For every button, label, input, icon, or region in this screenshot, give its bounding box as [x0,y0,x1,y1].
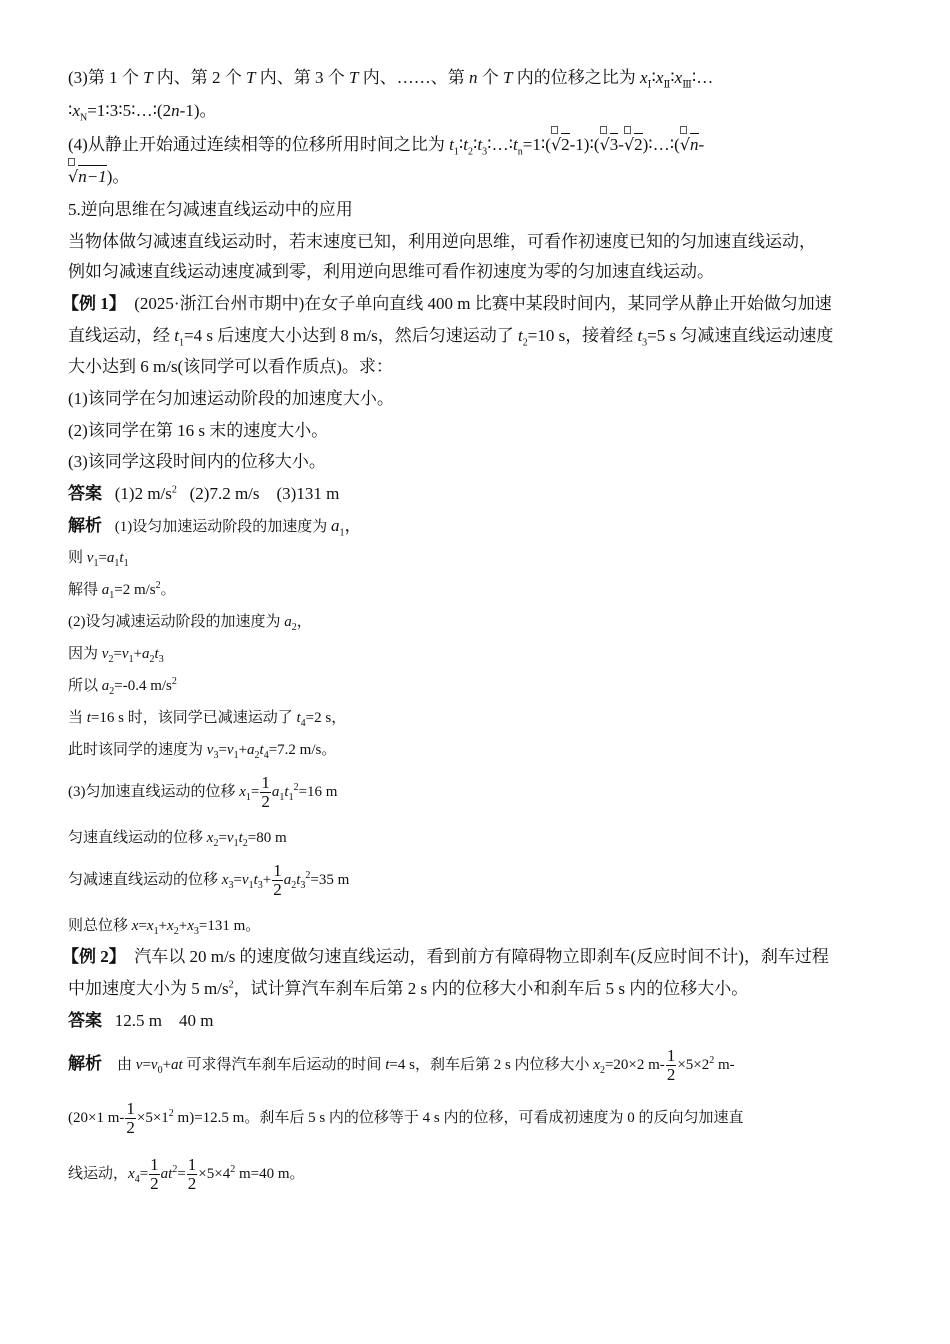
solution-line: (3)匀加速直线运动的位移 $x_1=$ $\frac{1}{2}$ $a_1t_1^2=16$ m [68,773,338,812]
answer-line: 答案 12.5 m 40 m [68,1011,214,1030]
solution-tag: 解析 [68,1054,102,1073]
text-line: 当物体做匀减速直线运动时，若末速度已知，利用逆向思维，可看作初速度已知的匀加速直线运动， [68,232,816,251]
solution-line: 解析 由 $v=v_0+at$ 可求得汽车刹车后运动的时间 t=4 s，刹车后第 2 s 内位移大小 $x_2=20\times 2$ m- $\frac{1}{2}$ $\times 5\times 2^2$ m- [68,1046,735,1085]
example-1-tag: 【例 1】 [62,294,126,313]
solution-tag: 解析 [68,516,102,535]
radical: √n [680,133,699,157]
example-2-line: 【例 2】 汽车以 20 m/s 的速度做匀速直线运动，看到前方有障碍物立即刹车(反应时间不计)，刹车过程 [62,947,829,966]
solution-line: 所以 $a_2=-0.4$ $m/s^2$ [68,676,177,697]
fraction: $\frac{1}{2}$ [150,1155,159,1194]
fraction: $\frac{1}{2}$ [666,1046,676,1085]
text-line: 中加速度大小为 5 $m/s^2$，试计算汽车刹车后第 2 s 内的位移大小和刹车后 5 s 内的位移大小。 [68,979,749,998]
solution-line: (2)设匀减速运动阶段的加速度为 $a_2$， [68,614,312,633]
answer-tag: 答案 [68,484,102,503]
radical: √2 [551,133,570,157]
fraction: $\frac{1}{2}$ [273,861,282,900]
solution-line: 此时该同学的速度为 $v_3=v_1+a_2t_4=7.2$ m/s。 [68,742,337,761]
solution-line: 解析 (1)设匀加速运动阶段的加速度为 $a_1$， [68,516,362,539]
text-line: 例如匀减速直线运动速度减到零，利用逆向思维可看作初速度为零的匀加速直线运动。 [68,262,714,281]
radical: √n−1 [68,165,107,189]
fraction: $\frac{1}{2}$ [126,1099,135,1138]
solution-line: 当 t=16 s 时，该同学已减速运动了 $t_4=2$ s， [68,710,347,729]
fraction: $\frac{1}{2}$ [187,1155,197,1194]
text-line: (3)第 1 个 T 内、第 2 个 T 内、第 3 个 T 内、……、第 n 个 T 内的位移之比为 $x_Ⅰ∶x_Ⅱ∶x_Ⅲ∶\dots$ [68,68,714,91]
solution-line: 线运动，$x_4=$ $\frac{1}{2}$ $at^2=$ $\frac{1}{2}$ $\times 5\times 4^2$ m=40 m。 [68,1155,305,1194]
text-line: √n−1)。 [68,165,129,189]
solution-line: 因为 $v_2=v_1+a_2t_3$ [68,646,164,665]
answer-tag: 答案 [68,1011,102,1030]
question-1: (1)该同学在匀加速运动阶段的加速度大小。 [68,389,394,408]
solution-line: 则 $v_1=a_1t_1$ [68,550,129,569]
text-line: 直线运动，经 $t_1=4$ s 后速度大小达到 8 m/s，然后匀速运动了 $t_2=10$ s，接着经 $t_3=5$ s 匀减速直线运动速度 [68,326,834,349]
question-3: (3)该同学这段时间内的位移大小。 [68,452,326,471]
radical: √2 [624,133,643,157]
text-line: (4)从静止开始通过连续相等的位移所用时间之比为 $t_1∶t_2∶t_3∶\dots∶t_n=1∶$( √2-1)∶( √3- √2)∶…∶( √n- [68,133,704,157]
solution-line: 则总位移 $x=x_1+x_2+x_3=131$ m。 [68,918,261,937]
answer-line: 答案 (1)2 $m/s^2$ (2)7.2 m/s (3)131 m [68,484,340,503]
example-2-tag: 【例 2】 [62,947,126,966]
fraction: $\frac{1}{2}$ [261,773,270,812]
section-heading: 5.逆向思维在匀减速直线运动中的应用 [68,200,353,219]
example-1-line: 【例 1】 (2025·浙江台州市期中)在女子单向直线 400 m 比赛中某段时间内，某同学从静止开始做匀加速 [62,294,832,313]
solution-line: 匀速直线运动的位移 $x_2=v_1t_2=80$ m [68,830,287,849]
solution-line: 匀减速直线运动的位移 $x_3=v_1t_3+$ $\frac{1}{2}$ $a_2t_3^2=35$ m [68,861,350,900]
text-line: $∶x_N=1∶3∶5∶\dots∶(2n-1)$。 [68,101,217,124]
question-2: (2)该同学在第 16 s 末的速度大小。 [68,421,329,440]
solution-line: (20×1 m- $\frac{1}{2}$ $\times 5\times 1^2$ m)=12.5 m。刹车后 5 s 内的位移等于 4 s 内的位移，可看成初速度为 0 的反向匀加速直 [68,1099,744,1138]
text-line: 大小达到 6 m/s(该同学可以看作质点)。求： [68,357,393,376]
solution-line: 解得 $a_1=2$ $m/s^2$。 [68,580,176,601]
radical: √3 [600,133,619,157]
